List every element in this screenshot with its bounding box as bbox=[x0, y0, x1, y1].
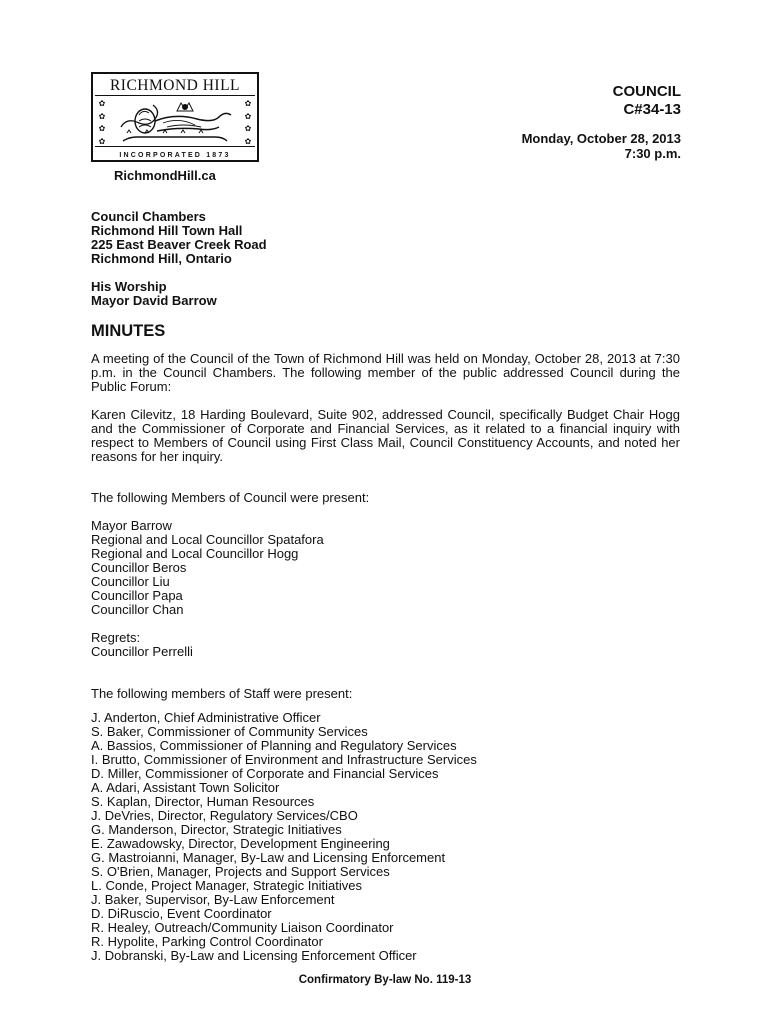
flower-icon: ✿ bbox=[244, 124, 252, 133]
staff-item: S. Baker, Commissioner of Community Services bbox=[91, 724, 368, 739]
staff-item: E. Zawadowsky, Director, Development Engineering bbox=[91, 836, 390, 851]
location-line: Council Chambers bbox=[91, 209, 206, 224]
staff-item: D. DiRuscio, Event Coordinator bbox=[91, 906, 272, 921]
logo-title: RICHMOND HILL bbox=[109, 77, 241, 94]
location-line: Richmond Hill Town Hall bbox=[91, 223, 243, 238]
page-footer: Confirmatory By-law No. 119-13 bbox=[298, 974, 472, 986]
regrets-label: Regrets: bbox=[91, 630, 141, 645]
staff-item: R. Healey, Outreach/Community Liaison Coordinator bbox=[91, 920, 394, 935]
members-list bbox=[91, 519, 324, 617]
flower-icon: ✿ bbox=[244, 111, 252, 121]
minutes-paragraph: Karen Cilevitz, 18 Harding Boulevard, Suite 902, addressed Council, specifically Budget Chair Hogg and the Commissioner of Corporate and Financial Services, as it related to a financial inquiry with respect to Members of Council using First Class Mail, Council Constituency Accounts, and noted her reasons for her inquiry. bbox=[91, 407, 680, 464]
chair-line: His Worship bbox=[91, 279, 167, 294]
member-item: Councillor Chan bbox=[91, 602, 184, 617]
regrets-section bbox=[91, 631, 193, 659]
staff-item: J. Dobranski, By-Law and Licensing Enforcement Officer bbox=[91, 948, 417, 963]
flower-icon: ✿ bbox=[244, 99, 252, 108]
member-item: Regional and Local Councillor Hogg bbox=[91, 546, 299, 561]
staff-list bbox=[91, 711, 477, 963]
member-item: Councillor Liu bbox=[91, 574, 170, 589]
staff-item: R. Hypolite, Parking Control Coordinator bbox=[91, 934, 323, 949]
staff-item: A. Bassios, Commissioner of Planning and Regulatory Services bbox=[91, 738, 457, 753]
flower-icon: ✿ bbox=[98, 124, 106, 133]
staff-item: G. Mastroianni, Manager, By-Law and Licensing Enforcement bbox=[91, 850, 446, 865]
staff-intro: The following members of Staff were present: bbox=[91, 686, 353, 701]
meeting-datetime bbox=[522, 131, 681, 161]
chair-line: Mayor David Barrow bbox=[91, 293, 217, 308]
meeting-time: 7:30 p.m. bbox=[624, 146, 681, 161]
logo-rule-top bbox=[95, 95, 255, 96]
meeting-date: Monday, October 28, 2013 bbox=[521, 131, 681, 146]
logo-incorporated: INCORPORATED 1873 bbox=[119, 152, 231, 159]
regrets-item: Councillor Perrelli bbox=[91, 644, 193, 659]
member-item: Councillor Papa bbox=[91, 588, 183, 603]
lion-crest-icon bbox=[115, 97, 235, 145]
member-item: Councillor Beros bbox=[91, 560, 187, 575]
member-item: Mayor Barrow bbox=[91, 518, 172, 533]
staff-item: I. Brutto, Commissioner of Environment and Infrastructure Services bbox=[91, 752, 477, 767]
council-header bbox=[613, 83, 681, 119]
minutes-paragraph: A meeting of the Council of the Town of Richmond Hill was held on Monday, October 28, 2013 at 7:30 p.m. in the Council Chambers. The following member of the public addressed Council during the Public Forum: bbox=[91, 351, 680, 394]
logo-flowers-left bbox=[97, 98, 107, 148]
flower-icon: ✿ bbox=[98, 111, 106, 121]
meeting-chair bbox=[91, 280, 217, 308]
council-title: COUNCIL bbox=[612, 83, 681, 100]
staff-item: A. Adari, Assistant Town Solicitor bbox=[91, 780, 280, 795]
flower-icon: ✿ bbox=[244, 136, 252, 146]
staff-item: S. Kaplan, Director, Human Resources bbox=[91, 794, 315, 809]
staff-item: L. Conde, Project Manager, Strategic Initiatives bbox=[91, 878, 362, 893]
staff-item: G. Manderson, Director, Strategic Initiatives bbox=[91, 822, 342, 837]
members-intro: The following Members of Council were present: bbox=[91, 490, 370, 505]
flower-icon: ✿ bbox=[98, 99, 106, 108]
flower-icon: ✿ bbox=[98, 136, 106, 146]
richmond-hill-logo bbox=[91, 72, 259, 162]
member-item: Regional and Local Councillor Spatafora bbox=[91, 532, 324, 547]
logo-rule-bottom bbox=[95, 146, 255, 147]
staff-item: J. Baker, Supervisor, By-Law Enforcement bbox=[91, 892, 335, 907]
logo-flowers-right bbox=[243, 98, 253, 148]
website-link[interactable]: RichmondHill.ca bbox=[114, 168, 216, 183]
staff-item: D. Miller, Commissioner of Corporate and Financial Services bbox=[91, 766, 439, 781]
staff-item: J. Anderton, Chief Administrative Officer bbox=[91, 710, 321, 725]
staff-item: S. O'Brien, Manager, Projects and Support Services bbox=[91, 864, 390, 879]
staff-item: J. DeVries, Director, Regulatory Services/CBO bbox=[91, 808, 358, 823]
meeting-number: C#34-13 bbox=[623, 101, 681, 118]
minutes-heading: MINUTES bbox=[91, 322, 166, 340]
meeting-location bbox=[91, 210, 267, 266]
location-line: Richmond Hill, Ontario bbox=[91, 251, 232, 266]
location-line: 225 East Beaver Creek Road bbox=[91, 237, 267, 252]
